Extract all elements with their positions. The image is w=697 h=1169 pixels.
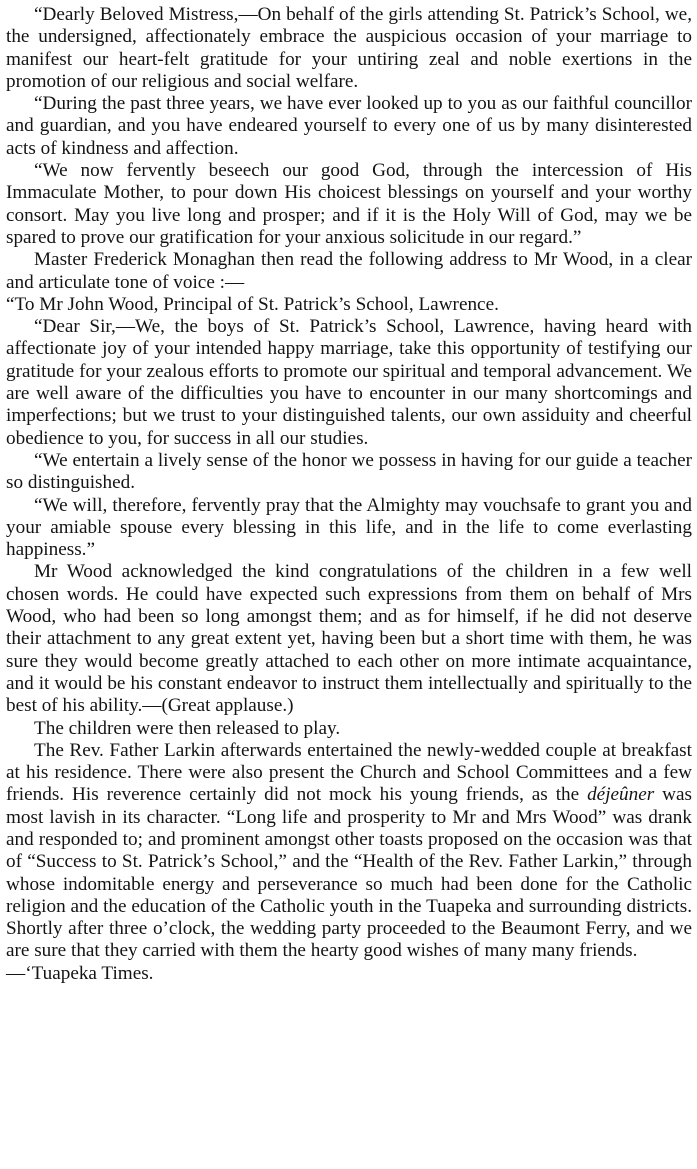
narrative-monaghan-intro: Master Frederick Monaghan then read the following address to Mr Wood, in a clear and articulate tone of voice :— bbox=[6, 249, 692, 293]
girls-address-paragraph-2: “During the past three years, we have ever looked up to you as our faithful councillor and guardian, and you have endeared yourself to every one of us by many disinterested acts of kindness and affection. bbox=[6, 93, 692, 159]
breakfast-text-part-1: The Rev. Father Larkin afterwards entertained the newly-wedded couple at breakfast at his residence. There were also present the Church and School Committees and a few friends. His reverence certainly did not mock his young friends, as the bbox=[6, 739, 692, 806]
boys-address-paragraph-3: “We will, therefore, fervently pray that the Almighty may vouchsafe to grant you and your amiable spouse every blessing in this life, and in the life to come everlasting happiness.” bbox=[6, 494, 692, 561]
article-column bbox=[6, 4, 692, 985]
breakfast-text-part-2: was most lavish in its character. “Long life and prosperity to Mr and Mrs Wood” was drank and responded to; and prominent amongst other toasts proposed on the occasion was that of “Success to St. Patrick’s School,” and the “Health of the Rev. Father Larkin,” through whose indomitable energy and perseverance so much had been done for the Catholic religion and the education of the Catholic youth in the Tuapeka and surrounding districts. Shortly after three o’clock, the wedding party proceeded to the Beaumont Ferry, and we are sure that they carried with them the hearty good wishes of many many friends. bbox=[6, 784, 692, 962]
children-released: The children were then released to play. bbox=[34, 717, 341, 739]
boys-address-paragraph-1: “Dear Sir,—We, the boys of St. Patrick’s School, Lawrence, having heard with affectionate joy of your intended happy marriage, take this opportunity of testifying our gratitude for your zealous efforts to promote our spiritual and temporal advancement. We are well aware of the difficulties you have to encounter in our many shortcomings and imperfections; but we trust to your distinguished talents, our own assiduity and cheerful obedience to you, for success in all our studies. bbox=[6, 316, 692, 449]
mr-wood-reply: Mr Wood acknowledged the kind congratulations of the children in a few well chosen words. He could have expected such expressions from them on behalf of Mrs Wood, who had been so long amongst them; and as for himself, if he did not deserve their attachment to any great extent yet, having been but a short time with them, he was sure they would become greatly attached to each other on more intimate acquaintance, and it would be his constant endeavor to instruct them intellectually and spiritually to the best of his ability.—(Great applause.) bbox=[6, 561, 692, 717]
source-credit: —‘Tuapeka Times. bbox=[6, 962, 154, 984]
boys-address-heading: “To Mr John Wood, Principal of St. Patrick’s School, Lawrence. bbox=[6, 293, 499, 315]
girls-address-opening: “Dearly Beloved Mistress,—On behalf of the girls attending St. Patrick’s School, we, the undersigned, affectionately embrace the auspicious occasion of your marriage to manifest our heart-felt gratitude for your untiring zeal and noble exertions in the promotion of our religious and social welfare. bbox=[6, 4, 692, 92]
boys-address-paragraph-2: “We entertain a lively sense of the honor we possess in having for our guide a teacher so distinguished. bbox=[6, 449, 692, 494]
dejeuner-italic: déjeûner bbox=[587, 784, 655, 806]
breakfast-paragraph bbox=[6, 740, 692, 963]
girls-address-paragraph-3: “We now fervently beseech our good God, through the intercession of His Immaculate Mother, to pour down His choicest blessings on yourself and your worthy consort. May you live long and prosper; and if it is the Holy Will of God, may we be spared to prove our gratification for your anxious solicitude in our regard.” bbox=[6, 160, 692, 248]
